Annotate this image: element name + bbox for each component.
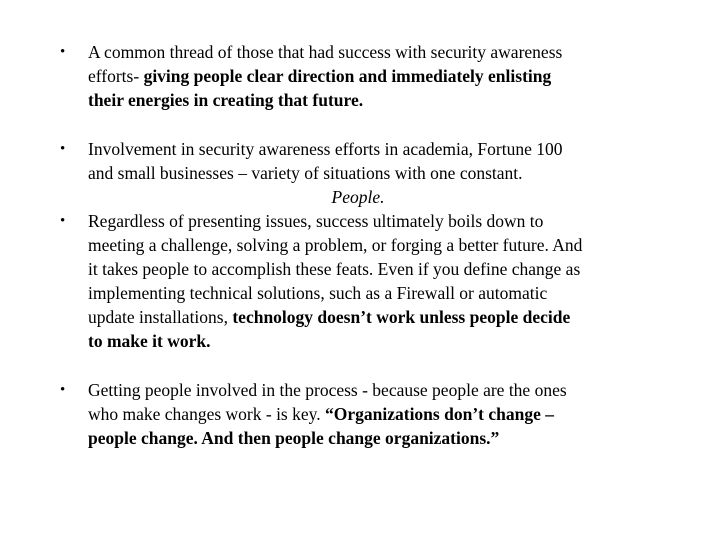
text-line bbox=[88, 64, 658, 88]
body-text: and small businesses – variety of situations with one constant. bbox=[88, 163, 523, 183]
body-text: A common thread of those that had success with security awareness bbox=[88, 42, 563, 62]
bullet-marker: • bbox=[60, 382, 66, 398]
text-line bbox=[88, 88, 658, 112]
body-text: update installations, bbox=[88, 307, 233, 327]
body-text: Getting people involved in the process - because people are the ones bbox=[88, 380, 567, 400]
bullet-marker: • bbox=[60, 44, 66, 60]
text-line bbox=[88, 209, 658, 233]
bold-text: their energies in creating that future. bbox=[88, 90, 364, 110]
body-text: it takes people to accomplish these feats. Even if you define change as bbox=[88, 259, 581, 279]
body-text: Regardless of presenting issues, success ultimately boils down to bbox=[88, 211, 544, 231]
text-line bbox=[88, 329, 658, 353]
body-text: Involvement in security awareness efforts in academia, Fortune 100 bbox=[88, 139, 563, 159]
text-line bbox=[88, 426, 658, 450]
bullet-text bbox=[88, 209, 658, 353]
text-line bbox=[88, 281, 658, 305]
text-line bbox=[88, 305, 658, 329]
bullet-marker: • bbox=[60, 213, 66, 229]
bullet-marker: • bbox=[60, 141, 66, 157]
bold-text: technology doesn’t work unless people decide bbox=[232, 307, 571, 327]
body-text: who make changes work - is key. bbox=[88, 404, 325, 424]
bold-text: “Organizations don’t change – bbox=[325, 404, 554, 424]
text-line bbox=[88, 161, 658, 185]
emphasis-line: People. bbox=[331, 187, 385, 207]
text-line bbox=[88, 233, 658, 257]
text-line bbox=[88, 257, 658, 281]
bullet-text bbox=[88, 40, 658, 112]
text-line bbox=[88, 40, 658, 64]
bold-text: to make it work. bbox=[88, 331, 211, 351]
text-line bbox=[88, 378, 658, 402]
bullet-text bbox=[88, 137, 658, 209]
text-line bbox=[88, 137, 658, 161]
body-text: efforts- bbox=[88, 66, 144, 86]
body-text: meeting a challenge, solving a problem, or forging a better future. And bbox=[88, 235, 583, 255]
bold-text: giving people clear direction and immediately enlisting bbox=[143, 66, 552, 86]
bold-text: people change. And then people change organizations.” bbox=[88, 428, 500, 448]
text-line bbox=[88, 402, 658, 426]
bullet-text bbox=[88, 378, 658, 450]
body-text: implementing technical solutions, such as a Firewall or automatic bbox=[88, 283, 548, 303]
